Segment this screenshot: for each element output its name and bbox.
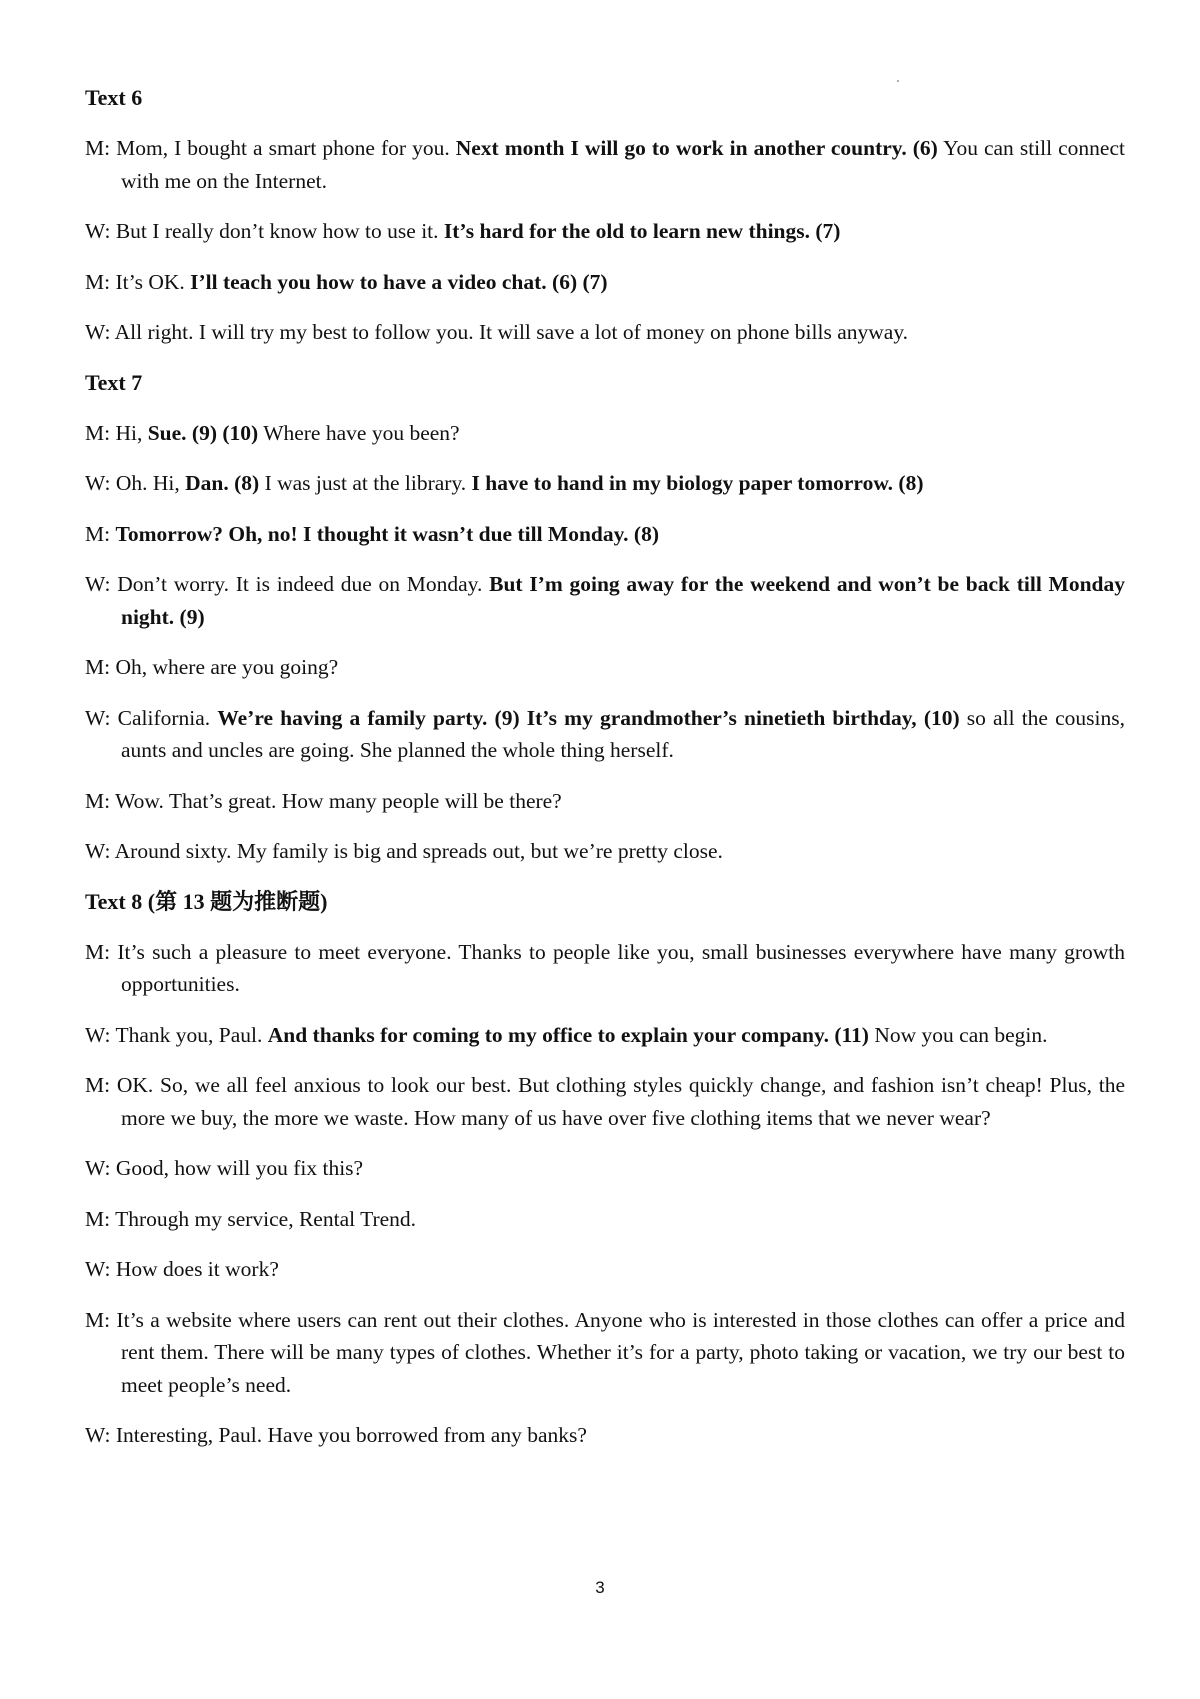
dialogue-line: [85, 835, 1125, 868]
dialogue-text: M: Hi,: [85, 420, 148, 445]
dialogue-text: W: All right. I will try my best to follow you. It will save a lot of money on phone bills anyway.: [85, 320, 909, 344]
answer-key-text: But I’m going away for the weekend and won’t be back till Monday night. (9): [121, 572, 1125, 629]
dialogue-line: [85, 1203, 1125, 1236]
dialogue-text: W: Around sixty. My family is big and spreads out, but we’re pretty close.: [85, 839, 723, 863]
dialogue-line: [85, 651, 1125, 684]
answer-key-text: Tomorrow? Oh, no! I thought it wasn’t due till Monday. (8): [115, 521, 660, 546]
document-page: [85, 82, 1125, 1470]
dialogue-line: [85, 1152, 1125, 1185]
answer-key-text: Dan. (8): [185, 471, 260, 495]
dialogue-section: [85, 886, 1125, 1452]
dialogue-text: I was just at the library.: [259, 471, 472, 495]
dialogue-text: M:: [85, 521, 116, 546]
dialogue-text: Where have you been?: [258, 420, 460, 445]
dialogue-text: M: Oh, where are you going?: [85, 655, 339, 679]
dialogue-text: M: Mom, I bought a smart phone for you.: [85, 136, 456, 160]
dialogue-line: [85, 568, 1125, 633]
dialogue-text: W: Thank you, Paul.: [85, 1022, 268, 1047]
dialogue-text: W: Oh. Hi,: [85, 471, 186, 495]
dialogue-line: [85, 467, 1125, 500]
answer-key-text: We’re having a family party. (9) It’s my grandmother’s ninetieth birthday, (10): [217, 705, 960, 730]
dialogue-text: M: Through my service, Rental Trend.: [85, 1206, 417, 1231]
answer-key-text: Next month I will go to work in another country. (6): [455, 136, 938, 160]
dialogue-line: [85, 417, 1125, 450]
dialogue-line: [85, 1069, 1125, 1134]
dialogue-line: [85, 936, 1125, 1001]
dialogue-line: [85, 1253, 1125, 1286]
dialogue-text: M: It’s OK.: [85, 269, 191, 294]
answer-key-text: And thanks for coming to my office to explain your company. (11): [267, 1022, 869, 1047]
answer-key-text: I’ll teach you how to have a video chat. (6) (7): [190, 269, 608, 294]
dialogue-text: W: Interesting, Paul. Have you borrowed from any banks?: [85, 1423, 587, 1447]
dialogue-text: M: Wow. That’s great. How many people will be there?: [85, 788, 562, 813]
dialogue-text: M: It’s a website where users can rent out their clothes. Anyone who is interested in those clothes can offer a price and rent them. There will be many types of clothes. Whether it’s for a party, photo taking or vacation, we try our best to meet people’s need.: [85, 1307, 1125, 1397]
dialogue-line: [85, 215, 1125, 248]
dialogue-line: [85, 266, 1125, 299]
dialogue-line: [85, 1019, 1125, 1052]
dialogue-line: [85, 132, 1125, 197]
dialogue-line: [85, 518, 1125, 551]
dialogue-text: M: It’s such a pleasure to meet everyone. Thanks to people like you, small businesses everywhere have many growth opportunities.: [85, 939, 1125, 996]
dialogue-line: [85, 785, 1125, 818]
page-number: 3: [595, 1578, 605, 1597]
dialogue-text: W: Good, how will you fix this?: [85, 1156, 364, 1180]
dialogue-text: Now you can begin.: [868, 1022, 1048, 1047]
dialogue-text: W: California.: [85, 705, 218, 730]
dialogue-text: M: OK. So, we all feel anxious to look our best. But clothing styles quickly change, and fashion isn’t cheap! Plus, the more we buy, the more we waste. How many of us have over five clothing items that we never wear?: [85, 1073, 1125, 1130]
dialogue-section: [85, 82, 1125, 349]
answer-key-text: Sue. (9) (10): [147, 420, 259, 445]
dialogue-section: [85, 367, 1125, 868]
section-heading: Text 6: [85, 85, 143, 110]
answer-key-text: I have to hand in my biology paper tomorrow. (8): [471, 471, 924, 495]
dialogue-text: You can still connect with me on the Internet.: [121, 136, 1125, 193]
dialogue-text: W: Don’t worry. It is indeed due on Monday.: [85, 572, 490, 596]
dialogue-line: [85, 316, 1125, 349]
section-heading: Text 8 (第 13 题为推断题): [85, 888, 328, 914]
dialogue-line: [85, 1304, 1125, 1402]
dialogue-line: [85, 1419, 1125, 1452]
section-heading: Text 7: [85, 369, 143, 395]
dialogue-text: so all the cousins, aunts and uncles are going. She planned the whole thing herself.: [121, 705, 1125, 762]
dialogue-text: W: How does it work?: [85, 1257, 279, 1281]
dialogue-text: W: But I really don’t know how to use it.: [85, 219, 444, 243]
answer-key-text: It’s hard for the old to learn new things. (7): [443, 219, 841, 243]
dialogue-line: [85, 702, 1125, 767]
